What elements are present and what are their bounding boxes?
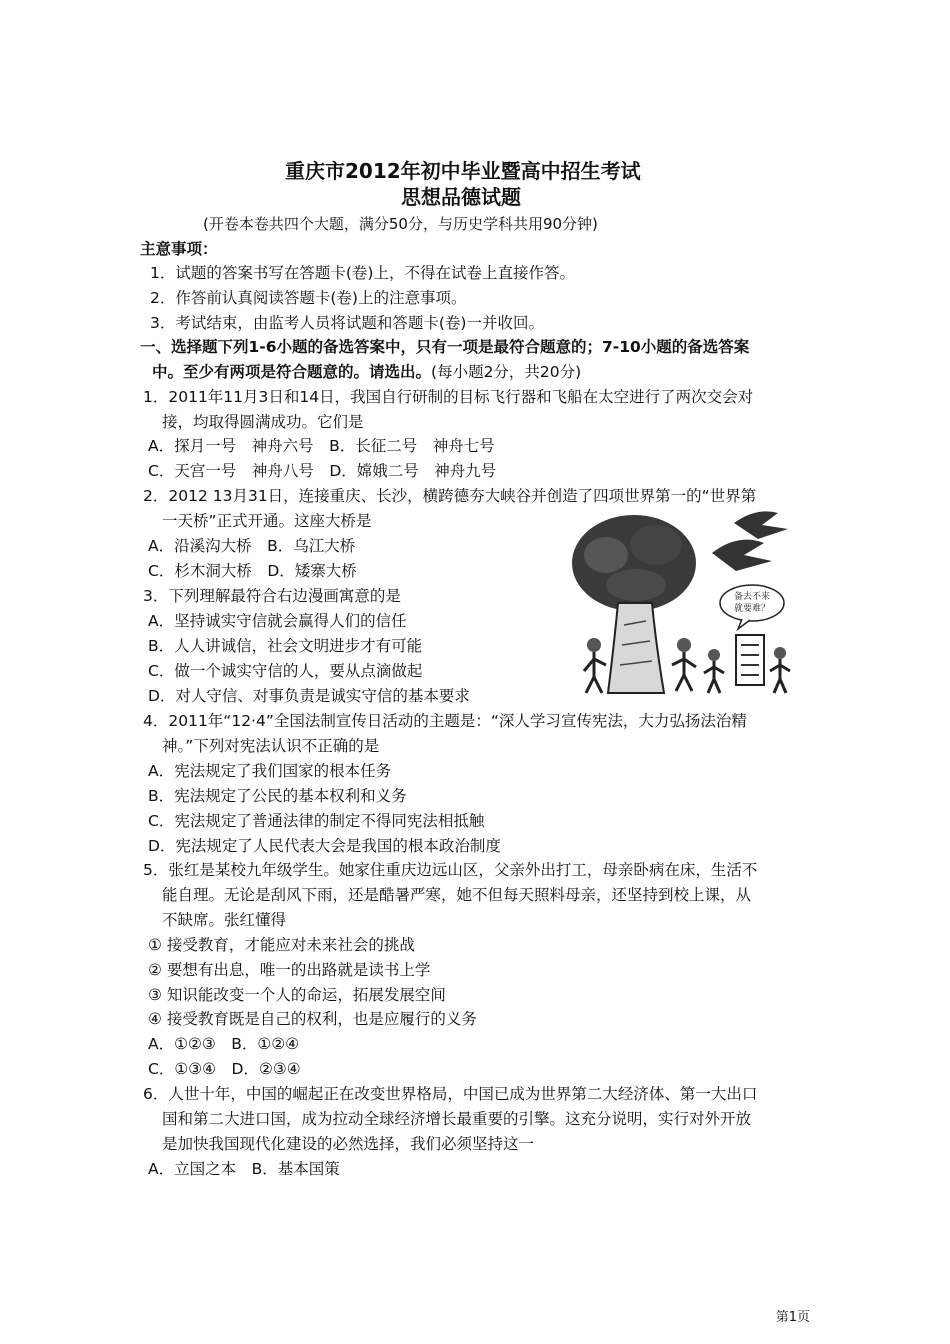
question-3-stem: 3．下列理解最符合右边漫画寓意的是 [143, 587, 401, 605]
question-4-stem-cont: 神。”下列对宪法认识不正确的是 [162, 737, 380, 755]
question-6-options: A．立国之本 B．基本国策 [148, 1160, 340, 1178]
question-3-option-d: D．对人守信、对事负责是诚实守信的基本要求 [148, 687, 470, 705]
question-4-option-a: A．宪法规定了我们国家的根本任务 [148, 762, 392, 780]
notice-heading: 主意事项： [140, 240, 218, 258]
question-5-statement: ④ 接受教育既是自己的权利，也是应履行的义务 [148, 1010, 477, 1028]
question-5-stem: 5．张红是某校九年级学生。她家住重庆边远山区，父亲外出打工，母亲卧病在床，生活不 [143, 861, 758, 879]
question-4-option-c: C．宪法规定了普通法律的制定不得同宪法相抵触 [148, 812, 485, 830]
question-3-option-a: A．坚持诚实守信就会赢得人们的信任 [148, 612, 407, 630]
question-1-stem: 1．2011年11月3日和14日，我国自行研制的目标飞行器和飞船在太空进行了两次交会对 [143, 388, 754, 406]
tree-cartoon-image [566, 495, 810, 705]
question-5-options: A．①②③ B．①②④ [148, 1035, 300, 1053]
question-5-statement: ③ 知识能改变一个人的命运，拓展发展空间 [148, 986, 446, 1004]
question-6-stem: 6．人世十年，中国的崛起正在改变世界格局，中国已成为世界第二大经济体、第一大出口 [143, 1085, 758, 1103]
question-1-stem-cont: 接，均取得圆满成功。它们是 [162, 413, 364, 431]
section-heading: 一、选择题下列1-6小题的备选答案中，只有一项是最符合题意的；7-10小题的备选答案 [140, 338, 750, 356]
notice-item: 3．考试结束，由监考人员将试题和答题卡(卷)一并收回。 [150, 314, 544, 332]
question-2-options: A．沿溪沟大桥 B．乌江大桥 [148, 537, 356, 555]
notice-item: 1．试题的答案书写在答题卡(卷)上，不得在试卷上直接作答。 [150, 264, 575, 282]
page-subtitle: 思想品德试题 [401, 185, 521, 209]
page-number: 第1页 [775, 1310, 810, 1325]
question-4-stem: 4．2011年“12·4”全国法制宣传日活动的主题是：“深人学习宣传宪法，大力弘扬法治精 [143, 712, 747, 730]
question-5-stem-cont: 能自理。无论是刮风下雨，还是酷暑严寒，她不但每天照料母亲，还坚持到校上课，从 [162, 886, 752, 904]
question-5-options: C．①③④ D．②③④ [148, 1060, 301, 1078]
question-5-statement: ② 要想有出息，唯一的出路就是读书上学 [148, 961, 431, 979]
question-5-stem-cont: 不缺席。张红懂得 [162, 911, 287, 929]
page-title: 重庆市2012年初中毕业暨高中招生考试 [285, 159, 641, 183]
question-3-option-c: C．做一个诚实守信的人，要从点滴做起 [148, 662, 423, 680]
cartoon-bubble-line1: 备去不来 [733, 592, 771, 602]
question-6-stem-cont: 国和第二大进口国，成为拉动全球经济增长最重要的引擎。这充分说明，实行对外开放 [162, 1110, 752, 1128]
question-2-options: C．杉木洞大桥 D．矮寨大桥 [148, 562, 357, 580]
question-1-options: A．探月一号 神舟六号 B．长征二号 神舟七号 [148, 437, 495, 455]
question-2-stem-cont: 一天桥”正式开通。这座大桥是 [162, 512, 372, 530]
exam-note: (开卷本卷共四个大题，满分50分，与历史学科共用90分钟) [203, 215, 598, 233]
question-5-statement: ① 接受教育，才能应对未来社会的挑战 [148, 936, 415, 954]
section-heading-score: (每小题2分，共20分) [431, 363, 582, 381]
question-6-stem-cont: 是加快我国现代化建设的必然选择，我们必须坚持这一 [162, 1135, 535, 1153]
cartoon-bubble-line2: 就要难？ [733, 604, 771, 614]
question-2-stem: 2．2012 13月31日，连接重庆、长沙，横跨德夯大峡谷并创造了四项世界第一的“世界第 [143, 487, 757, 505]
question-4-option-d: D．宪法规定了人民代表大会是我国的根本政治制度 [148, 837, 501, 855]
section-heading-line2 [152, 361, 581, 383]
question-4-option-b: B．宪法规定了公民的基本权利和义务 [148, 787, 407, 805]
question-1-options: C．天宫一号 神舟八号 D．嫦娥二号 神舟九号 [148, 462, 497, 480]
section-heading-bold: 中。至少有两项是符合题意的。请选出。 [152, 363, 432, 381]
notice-item: 2．作答前认真阅读答题卡(卷)上的注意事项。 [150, 289, 467, 307]
question-3-option-b: B．人人讲诚信，社会文明进步才有可能 [148, 637, 423, 655]
